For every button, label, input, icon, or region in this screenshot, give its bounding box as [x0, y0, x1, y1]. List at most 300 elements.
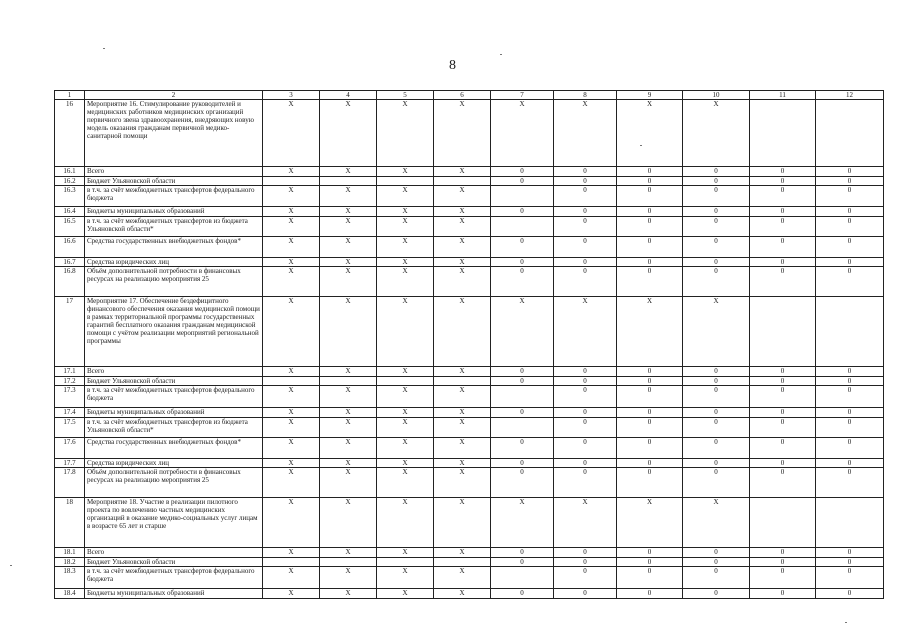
value-cell	[491, 186, 554, 207]
value-cell: 0	[816, 468, 884, 498]
value-cell: 0	[554, 186, 617, 207]
value-cell: 0	[683, 237, 750, 258]
value-cell: 0	[554, 589, 617, 599]
row-number: 17.4	[55, 408, 85, 418]
value-cell: X	[554, 297, 617, 367]
row-number: 17.5	[55, 418, 85, 438]
value-cell: 0	[617, 589, 683, 599]
row-description: Средства юридических лиц	[85, 258, 263, 267]
value-cell: X	[320, 418, 377, 438]
value-cell: 0	[816, 377, 884, 386]
value-cell: X	[434, 367, 491, 377]
value-cell: X	[377, 438, 434, 459]
value-cell: 0	[683, 548, 750, 558]
column-header: 3	[263, 91, 320, 100]
value-cell: 0	[816, 548, 884, 558]
column-header: 7	[491, 91, 554, 100]
value-cell: 0	[750, 377, 816, 386]
value-cell: 0	[617, 177, 683, 186]
value-cell: X	[377, 100, 434, 167]
table-row	[55, 459, 884, 468]
value-cell: X	[617, 498, 683, 548]
value-cell: 0	[617, 418, 683, 438]
value-cell: X	[617, 100, 683, 167]
value-cell: X	[263, 589, 320, 599]
value-cell: 0	[816, 408, 884, 418]
value-cell: 0	[554, 237, 617, 258]
row-description: Всего	[85, 367, 263, 377]
value-cell: X	[377, 237, 434, 258]
value-cell: X	[263, 237, 320, 258]
value-cell: 0	[750, 237, 816, 258]
value-cell	[491, 217, 554, 237]
value-cell: 0	[617, 186, 683, 207]
value-cell: X	[683, 100, 750, 167]
value-cell: X	[434, 548, 491, 558]
table-row	[55, 217, 884, 237]
value-cell: X	[320, 548, 377, 558]
value-cell: 0	[683, 558, 750, 567]
column-header: 6	[434, 91, 491, 100]
value-cell: 0	[491, 237, 554, 258]
value-cell: 0	[617, 167, 683, 177]
value-cell: 0	[816, 186, 884, 207]
row-description: Всего	[85, 167, 263, 177]
value-cell: 0	[683, 468, 750, 498]
value-cell: 0	[554, 459, 617, 468]
value-cell: X	[683, 297, 750, 367]
value-cell: X	[434, 567, 491, 589]
value-cell: 0	[683, 167, 750, 177]
row-description: Бюджет Ульяновской области	[85, 377, 263, 386]
table-row	[55, 367, 884, 377]
value-cell: 0	[816, 567, 884, 589]
value-cell: X	[617, 297, 683, 367]
value-cell: X	[434, 186, 491, 207]
table-row	[55, 468, 884, 498]
value-cell: 0	[617, 558, 683, 567]
row-number: 17	[55, 297, 85, 367]
value-cell	[816, 297, 884, 367]
row-description: в т.ч. за счёт межбюджетных трансфертов федерального бюджета	[85, 186, 263, 207]
value-cell: X	[263, 100, 320, 167]
value-cell: 0	[491, 258, 554, 267]
value-cell: 0	[750, 258, 816, 267]
row-number: 18.1	[55, 548, 85, 558]
value-cell	[263, 377, 320, 386]
value-cell: 0	[816, 258, 884, 267]
value-cell: 0	[491, 459, 554, 468]
value-cell: X	[263, 498, 320, 548]
value-cell: 0	[750, 207, 816, 217]
value-cell	[377, 558, 434, 567]
row-number: 16.1	[55, 167, 85, 177]
value-cell: X	[263, 438, 320, 459]
value-cell: 0	[491, 167, 554, 177]
row-description: в т.ч. за счёт межбюджетных трансфертов из бюджета Ульяновской области*	[85, 217, 263, 237]
value-cell: X	[434, 438, 491, 459]
column-header: 1	[55, 91, 85, 100]
value-cell	[750, 100, 816, 167]
row-description: Бюджеты муниципальных образований	[85, 408, 263, 418]
table-row	[55, 258, 884, 267]
value-cell: 0	[491, 589, 554, 599]
value-cell	[816, 498, 884, 548]
value-cell: X	[491, 100, 554, 167]
column-header: 5	[377, 91, 434, 100]
value-cell: 0	[617, 438, 683, 459]
table-row	[55, 377, 884, 386]
table-row	[55, 548, 884, 558]
value-cell: 0	[617, 237, 683, 258]
value-cell	[377, 177, 434, 186]
value-cell: 0	[816, 459, 884, 468]
value-cell: 0	[683, 567, 750, 589]
value-cell: 0	[750, 186, 816, 207]
value-cell	[320, 558, 377, 567]
value-cell: X	[320, 217, 377, 237]
value-cell: 0	[617, 408, 683, 418]
value-cell: X	[320, 186, 377, 207]
value-cell: X	[434, 217, 491, 237]
value-cell	[434, 177, 491, 186]
value-cell: 0	[554, 217, 617, 237]
value-cell: X	[377, 386, 434, 408]
row-number: 16.4	[55, 207, 85, 217]
column-header: 12	[816, 91, 884, 100]
row-description: Мероприятие 17. Обеспечение бездефицитного финансового обеспечения оказания медицинской помощи в рамках территориальной программы государственных гарантий бесплатного оказания гражданам медицинской помощи с учётом реализации мероприятий региональной программы	[85, 297, 263, 367]
value-cell: X	[434, 207, 491, 217]
value-cell	[263, 177, 320, 186]
value-cell: 0	[491, 468, 554, 498]
value-cell: 0	[816, 386, 884, 408]
value-cell: 0	[554, 558, 617, 567]
value-cell: 0	[491, 207, 554, 217]
value-cell: X	[434, 418, 491, 438]
value-cell: X	[320, 567, 377, 589]
table-row	[55, 237, 884, 258]
value-cell: X	[377, 258, 434, 267]
value-cell: 0	[554, 207, 617, 217]
value-cell: X	[263, 459, 320, 468]
value-cell: 0	[554, 438, 617, 459]
column-header: 4	[320, 91, 377, 100]
row-number: 16.8	[55, 267, 85, 297]
value-cell: 0	[750, 177, 816, 186]
value-cell: 0	[554, 167, 617, 177]
value-cell: X	[320, 468, 377, 498]
row-number: 16.7	[55, 258, 85, 267]
value-cell: X	[263, 567, 320, 589]
value-cell: 0	[683, 438, 750, 459]
program-table	[54, 90, 884, 599]
value-cell: X	[263, 408, 320, 418]
row-description: Бюджет Ульяновской области	[85, 558, 263, 567]
row-number: 17.1	[55, 367, 85, 377]
value-cell: 0	[683, 408, 750, 418]
value-cell: X	[320, 207, 377, 217]
table-row	[55, 207, 884, 217]
value-cell: 0	[554, 377, 617, 386]
value-cell: 0	[617, 567, 683, 589]
scan-speck	[103, 48, 105, 49]
value-cell: X	[434, 167, 491, 177]
value-cell: X	[320, 167, 377, 177]
value-cell: 0	[683, 589, 750, 599]
value-cell: X	[377, 408, 434, 418]
value-cell: 0	[750, 438, 816, 459]
row-description: Средства государственных внебюджетных фондов*	[85, 237, 263, 258]
value-cell: X	[320, 408, 377, 418]
column-header: 2	[85, 91, 263, 100]
value-cell: 0	[750, 459, 816, 468]
value-cell: 0	[554, 468, 617, 498]
value-cell: X	[377, 589, 434, 599]
value-cell: X	[320, 258, 377, 267]
table-row	[55, 438, 884, 459]
value-cell: X	[434, 267, 491, 297]
value-cell: X	[377, 207, 434, 217]
row-number: 16.2	[55, 177, 85, 186]
value-cell: 0	[816, 367, 884, 377]
value-cell: 0	[554, 386, 617, 408]
row-number: 17.8	[55, 468, 85, 498]
table-row	[55, 408, 884, 418]
value-cell: X	[434, 468, 491, 498]
value-cell: X	[320, 367, 377, 377]
value-cell: X	[263, 367, 320, 377]
value-cell: 0	[816, 418, 884, 438]
value-cell: 0	[617, 207, 683, 217]
value-cell: X	[377, 548, 434, 558]
value-cell: X	[434, 237, 491, 258]
value-cell: X	[554, 100, 617, 167]
row-description: Мероприятие 18. Участие в реализации пилотного проекта по вовлечению частных медицинских организаций в оказание медико-социальных услуг лицам в возрасте 65 лет и старше	[85, 498, 263, 548]
row-number: 16	[55, 100, 85, 167]
row-description: в т.ч. за счёт межбюджетных трансфертов федерального бюджета	[85, 567, 263, 589]
value-cell: 0	[816, 167, 884, 177]
table-body	[55, 91, 884, 599]
row-number: 18.2	[55, 558, 85, 567]
value-cell: X	[263, 258, 320, 267]
value-cell: 0	[750, 548, 816, 558]
value-cell: 0	[683, 186, 750, 207]
value-cell: 0	[750, 217, 816, 237]
row-number: 16.3	[55, 186, 85, 207]
value-cell: 0	[617, 459, 683, 468]
value-cell: X	[434, 408, 491, 418]
row-number: 18.3	[55, 567, 85, 589]
value-cell: 0	[491, 438, 554, 459]
column-header: 10	[683, 91, 750, 100]
row-description: Мероприятие 16. Стимулирование руководителей и медицинских работников медицинских организаций первичного звена здравоохранения, внедряющих новую модель оказания гражданам первичной медико-санитарной помощи	[85, 100, 263, 167]
value-cell: 0	[683, 177, 750, 186]
value-cell: X	[263, 186, 320, 207]
value-cell: 0	[491, 558, 554, 567]
table-row	[55, 418, 884, 438]
value-cell: X	[434, 258, 491, 267]
table-row	[55, 567, 884, 589]
table-row	[55, 177, 884, 186]
value-cell	[750, 498, 816, 548]
value-cell: 0	[750, 167, 816, 177]
row-description: Бюджеты муниципальных образований	[85, 207, 263, 217]
value-cell: X	[434, 589, 491, 599]
value-cell: 0	[491, 548, 554, 558]
value-cell: X	[434, 297, 491, 367]
value-cell	[491, 386, 554, 408]
table-row	[55, 386, 884, 408]
value-cell: X	[263, 207, 320, 217]
value-cell: 0	[617, 267, 683, 297]
scan-speck	[845, 622, 847, 623]
value-cell: X	[377, 418, 434, 438]
value-cell: 0	[491, 177, 554, 186]
value-cell: 0	[816, 267, 884, 297]
value-cell: X	[263, 418, 320, 438]
value-cell: X	[263, 468, 320, 498]
value-cell	[320, 177, 377, 186]
column-header: 11	[750, 91, 816, 100]
value-cell: 0	[617, 367, 683, 377]
value-cell: 0	[683, 207, 750, 217]
value-cell	[377, 377, 434, 386]
value-cell: X	[554, 498, 617, 548]
value-cell: 0	[816, 438, 884, 459]
row-number: 17.7	[55, 459, 85, 468]
value-cell: 0	[617, 548, 683, 558]
value-cell: 0	[491, 408, 554, 418]
value-cell: X	[263, 548, 320, 558]
value-cell: X	[263, 267, 320, 297]
table-row	[55, 558, 884, 567]
value-cell: X	[377, 367, 434, 377]
value-cell: X	[377, 267, 434, 297]
column-header: 9	[617, 91, 683, 100]
value-cell: 0	[617, 386, 683, 408]
value-cell: 0	[750, 558, 816, 567]
table-row	[55, 267, 884, 297]
value-cell: 0	[617, 258, 683, 267]
row-number: 18	[55, 498, 85, 548]
value-cell: 0	[617, 217, 683, 237]
value-cell: X	[320, 267, 377, 297]
value-cell: 0	[554, 367, 617, 377]
table-row	[55, 167, 884, 177]
value-cell: 0	[554, 408, 617, 418]
value-cell: 0	[750, 589, 816, 599]
value-cell: 0	[816, 207, 884, 217]
value-cell: 0	[554, 548, 617, 558]
value-cell: 0	[750, 418, 816, 438]
value-cell: 0	[750, 567, 816, 589]
row-description: Средства юридических лиц	[85, 459, 263, 468]
row-description: Средства государственных внебюджетных фондов*	[85, 438, 263, 459]
value-cell: 0	[683, 367, 750, 377]
scan-speck	[10, 565, 12, 566]
value-cell: X	[377, 167, 434, 177]
table-row	[55, 589, 884, 599]
value-cell: X	[377, 498, 434, 548]
value-cell	[434, 558, 491, 567]
value-cell: X	[491, 498, 554, 548]
value-cell	[320, 377, 377, 386]
row-description: Объём дополнительной потребности в финансовых ресурсах на реализацию мероприятия 25	[85, 468, 263, 498]
value-cell: X	[320, 100, 377, 167]
value-cell: 0	[683, 258, 750, 267]
value-cell: 0	[554, 258, 617, 267]
value-cell: 0	[816, 558, 884, 567]
row-description: Бюджет Ульяновской области	[85, 177, 263, 186]
value-cell	[491, 567, 554, 589]
value-cell: 0	[554, 177, 617, 186]
value-cell: X	[377, 217, 434, 237]
value-cell: 0	[683, 459, 750, 468]
value-cell: 0	[683, 418, 750, 438]
value-cell: 0	[750, 408, 816, 418]
value-cell: X	[320, 438, 377, 459]
page-number: 8	[449, 58, 456, 73]
value-cell: 0	[617, 468, 683, 498]
value-cell	[491, 418, 554, 438]
value-cell: 0	[683, 267, 750, 297]
value-cell: 0	[491, 377, 554, 386]
value-cell: X	[377, 468, 434, 498]
scan-speck	[500, 54, 502, 55]
value-cell: X	[263, 217, 320, 237]
value-cell: X	[320, 498, 377, 548]
value-cell: X	[683, 498, 750, 548]
table-row	[55, 100, 884, 167]
value-cell: 0	[750, 386, 816, 408]
value-cell: 0	[554, 418, 617, 438]
value-cell: X	[320, 297, 377, 367]
value-cell: X	[377, 567, 434, 589]
row-description: Объём дополнительной потребности в финансовых ресурсах на реализацию мероприятия 25	[85, 267, 263, 297]
value-cell: X	[434, 498, 491, 548]
header-row	[55, 91, 884, 100]
value-cell: X	[263, 386, 320, 408]
value-cell: 0	[816, 589, 884, 599]
value-cell: 0	[816, 217, 884, 237]
value-cell: 0	[683, 217, 750, 237]
value-cell: 0	[617, 377, 683, 386]
value-cell: 0	[750, 267, 816, 297]
row-number: 17.6	[55, 438, 85, 459]
row-number: 17.3	[55, 386, 85, 408]
value-cell: X	[263, 167, 320, 177]
value-cell: X	[491, 297, 554, 367]
row-description: в т.ч. за счёт межбюджетных трансфертов федерального бюджета	[85, 386, 263, 408]
value-cell: 0	[750, 468, 816, 498]
value-cell: 0	[816, 237, 884, 258]
value-cell	[263, 558, 320, 567]
row-number: 16.5	[55, 217, 85, 237]
table-row	[55, 498, 884, 548]
value-cell: X	[263, 297, 320, 367]
value-cell	[434, 377, 491, 386]
value-cell: 0	[816, 177, 884, 186]
row-description: в т.ч. за счёт межбюджетных трансфертов из бюджета Ульяновской области*	[85, 418, 263, 438]
value-cell: 0	[554, 567, 617, 589]
value-cell: 0	[491, 367, 554, 377]
table-row	[55, 297, 884, 367]
row-number: 16.6	[55, 237, 85, 258]
value-cell: 0	[750, 367, 816, 377]
value-cell: X	[320, 589, 377, 599]
value-cell: X	[320, 386, 377, 408]
column-header: 8	[554, 91, 617, 100]
